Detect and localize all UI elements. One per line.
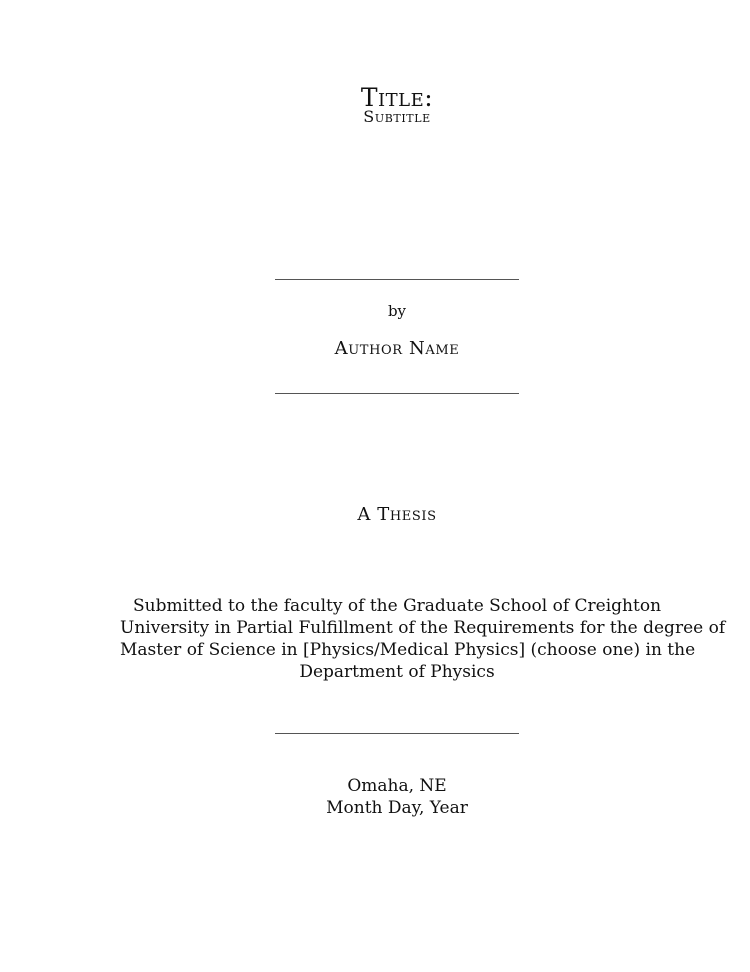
- by-line: by: [387, 302, 407, 320]
- submission-statement: [120, 595, 726, 683]
- horizontal-rule: [275, 733, 519, 734]
- thesis-subtitle: Subtitle: [363, 107, 431, 126]
- submission-line: Department of Physics: [299, 662, 495, 682]
- place: Omaha, NE: [347, 776, 447, 796]
- submission-line: Submitted to the faculty of the Graduate School of Creighton: [132, 596, 662, 616]
- submission-line: University in Partial Fulfillment of the Requirements for the degree of: [120, 618, 726, 638]
- horizontal-rule: [275, 393, 519, 394]
- horizontal-rule: [275, 279, 519, 280]
- document-type: A Thesis: [357, 504, 437, 525]
- submission-date: Month Day, Year: [326, 798, 468, 818]
- author-name: Author Name: [334, 338, 460, 359]
- submission-line: Master of Science in [Physics/Medical Physics] (choose one) in the: [120, 640, 696, 660]
- thesis-title: Title:: [360, 83, 434, 112]
